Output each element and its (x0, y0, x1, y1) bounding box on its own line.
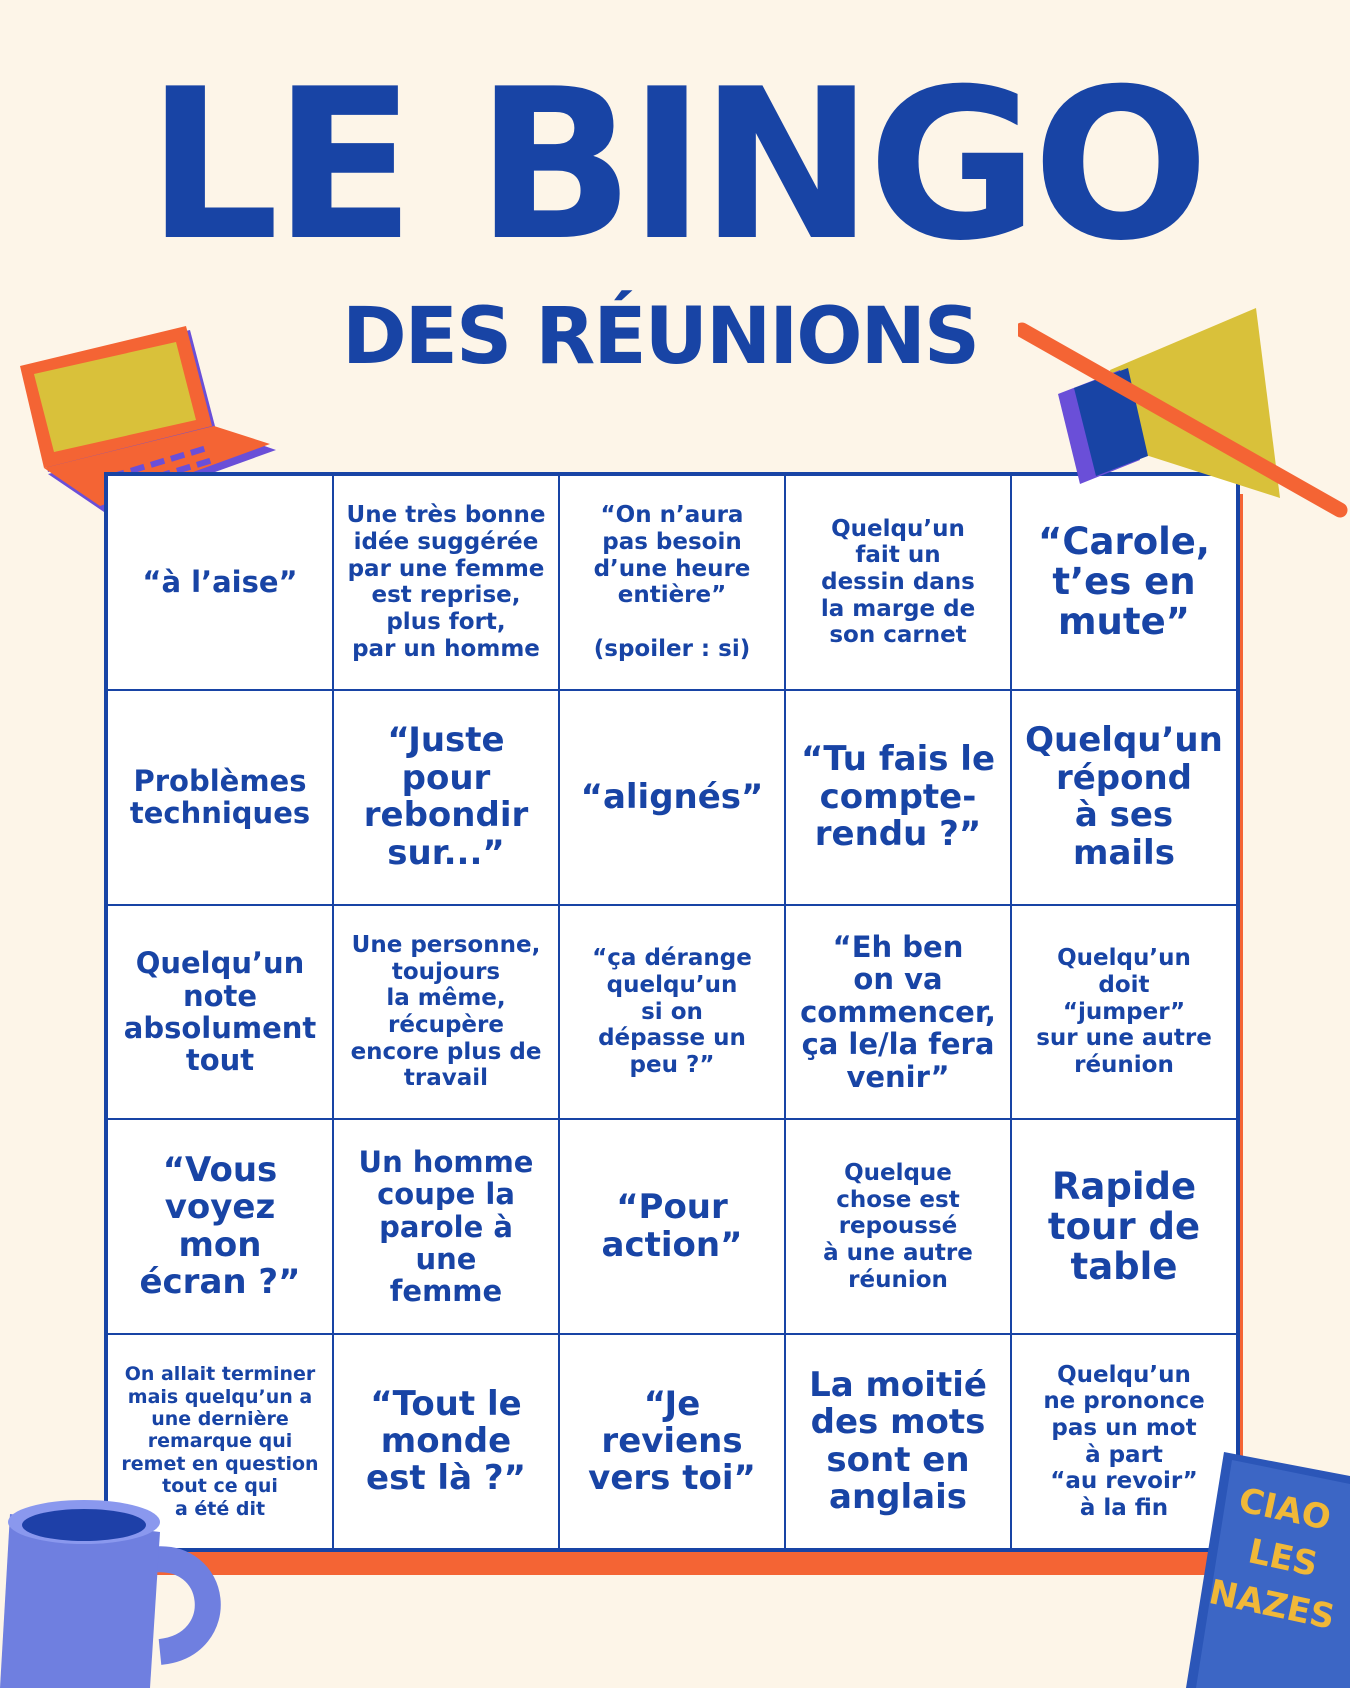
bingo-cell[interactable]: On allait terminer mais quelqu’un a une dernière remarque qui remet en question tout ce qui a été dit (107, 1334, 333, 1549)
bingo-cell[interactable]: “On n’aura pas besoin d’une heure entière” (spoiler : si) (559, 475, 785, 690)
bingo-cell[interactable]: “Tout le monde est là ?” (333, 1334, 559, 1549)
book-title-line: LES (1244, 1531, 1321, 1585)
bingo-cell[interactable]: Quelqu’un répond à ses mails (1011, 690, 1237, 905)
bingo-cell[interactable]: Rapide tour de table (1011, 1119, 1237, 1334)
book-icon (1186, 1448, 1350, 1688)
bingo-cell[interactable]: Une très bonne idée suggérée par une femme est reprise, plus fort, par un homme (333, 475, 559, 690)
bingo-cell[interactable]: Une personne, toujours la même, récupère encore plus de travail (333, 905, 559, 1120)
bingo-cell[interactable]: “Je reviens vers toi” (559, 1334, 785, 1549)
bingo-cell[interactable]: “Juste pour rebondir sur...” (333, 690, 559, 905)
bingo-grid (104, 472, 1240, 1552)
bingo-cell[interactable]: “à l’aise” (107, 475, 333, 690)
bingo-cell[interactable]: “alignés” (559, 690, 785, 905)
bingo-cell[interactable]: Problèmes techniques (107, 690, 333, 905)
bingo-cell[interactable]: “Carole, t’es en mute” (1011, 475, 1237, 690)
bingo-cell[interactable]: “ça dérange quelqu’un si on dépasse un peu ?” (559, 905, 785, 1120)
bingo-cell[interactable]: Quelqu’un note absolument tout (107, 905, 333, 1120)
megaphone-icon (1018, 298, 1350, 538)
bingo-cell[interactable]: “Vous voyez mon écran ?” (107, 1119, 333, 1334)
book-title-line: NAZES (1205, 1572, 1339, 1638)
bingo-cell[interactable]: Quelqu’un doit “jumper” sur une autre réunion (1011, 905, 1237, 1120)
bingo-cell[interactable]: La moitié des mots sont en anglais (785, 1334, 1011, 1549)
bingo-cell[interactable]: “Pour action” (559, 1119, 785, 1334)
page-title: LE BINGO (146, 45, 1204, 287)
page-subtitle: DES RÉUNIONS (341, 292, 979, 382)
mug-icon (0, 1470, 230, 1688)
bingo-cell[interactable]: Un homme coupe la parole à une femme (333, 1119, 559, 1334)
bingo-cell[interactable]: Quelqu’un ne prononce pas un mot à part “au revoir” à la fin (1011, 1334, 1237, 1549)
bingo-cell[interactable]: Quelqu’un fait un dessin dans la marge de son carnet (785, 475, 1011, 690)
bingo-cell[interactable]: “Tu fais le compte- rendu ?” (785, 690, 1011, 905)
book-title-line: CIAO (1235, 1480, 1335, 1539)
bingo-cell[interactable]: “Eh ben on va commencer, ça le/la fera venir” (785, 905, 1011, 1120)
bingo-cell[interactable]: Quelque chose est repoussé à une autre réunion (785, 1119, 1011, 1334)
